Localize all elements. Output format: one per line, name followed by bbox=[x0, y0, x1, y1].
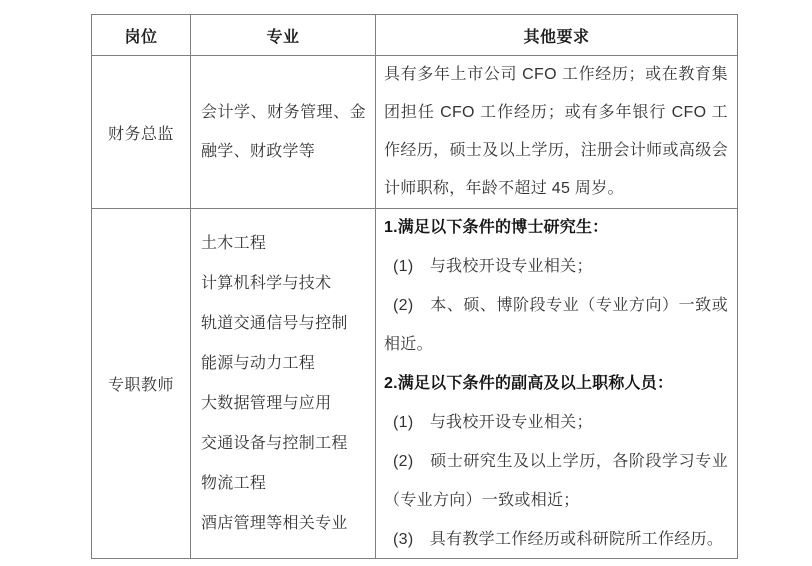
major-item: 轨道交通信号与控制 bbox=[201, 314, 348, 332]
header-position-label: 岗位 bbox=[124, 28, 158, 46]
major-item: 会计学、财务管理、金融学、财政学等 bbox=[201, 104, 366, 160]
major-item: 交通设备与控制工程 bbox=[201, 434, 348, 452]
requirements-cell-finance-director bbox=[376, 56, 737, 209]
major-item: 土木工程 bbox=[201, 234, 267, 252]
position-label: 专职教师 bbox=[107, 377, 174, 394]
requirement-item: (3) 具有教学工作经历或科研院所工作经历。 bbox=[393, 531, 724, 548]
major-item: 能源与动力工程 bbox=[201, 354, 316, 372]
requirement-item: 具有多年上市公司 CFO 工作经历；或在教育集团担任 CFO 工作经历；或有多年银行 CFO 工作经历，硕士及以上学历，注册会计师或高级会计师职称，年龄不超过 45 周岁。 bbox=[384, 66, 728, 197]
recruitment-table bbox=[91, 14, 738, 559]
requirement-heading: 2.满足以下条件的副高及以上职称人员： bbox=[384, 375, 674, 392]
requirement-item: (1) 与我校开设专业相关； bbox=[393, 258, 593, 275]
majors-cell-finance-director bbox=[191, 56, 376, 209]
requirement-item: (1) 与我校开设专业相关； bbox=[393, 414, 593, 431]
position-label: 财务总监 bbox=[107, 125, 174, 143]
header-other-requirements-label: 其他要求 bbox=[523, 28, 590, 46]
major-item: 物流工程 bbox=[201, 474, 267, 492]
requirement-item: (2) 本、硕、博阶段专业（专业方向）一致或相近。 bbox=[384, 297, 728, 353]
position-cell-teacher bbox=[92, 209, 191, 558]
header-major bbox=[191, 15, 376, 56]
major-item: 计算机科学与技术 bbox=[201, 274, 332, 292]
header-other-requirements bbox=[376, 15, 737, 56]
majors-cell-teacher bbox=[191, 209, 376, 558]
requirement-heading: 1.满足以下条件的博士研究生： bbox=[384, 219, 609, 236]
header-position bbox=[92, 15, 191, 56]
requirement-item: (2) 硕士研究生及以上学历，各阶段学习专业（专业方向）一致或相近； bbox=[384, 453, 728, 509]
requirements-cell-teacher bbox=[376, 209, 737, 558]
major-item: 酒店管理等相关专业 bbox=[201, 514, 348, 532]
position-cell-finance-director bbox=[92, 56, 191, 209]
header-major-label: 专业 bbox=[266, 28, 300, 46]
major-item: 大数据管理与应用 bbox=[201, 394, 332, 412]
